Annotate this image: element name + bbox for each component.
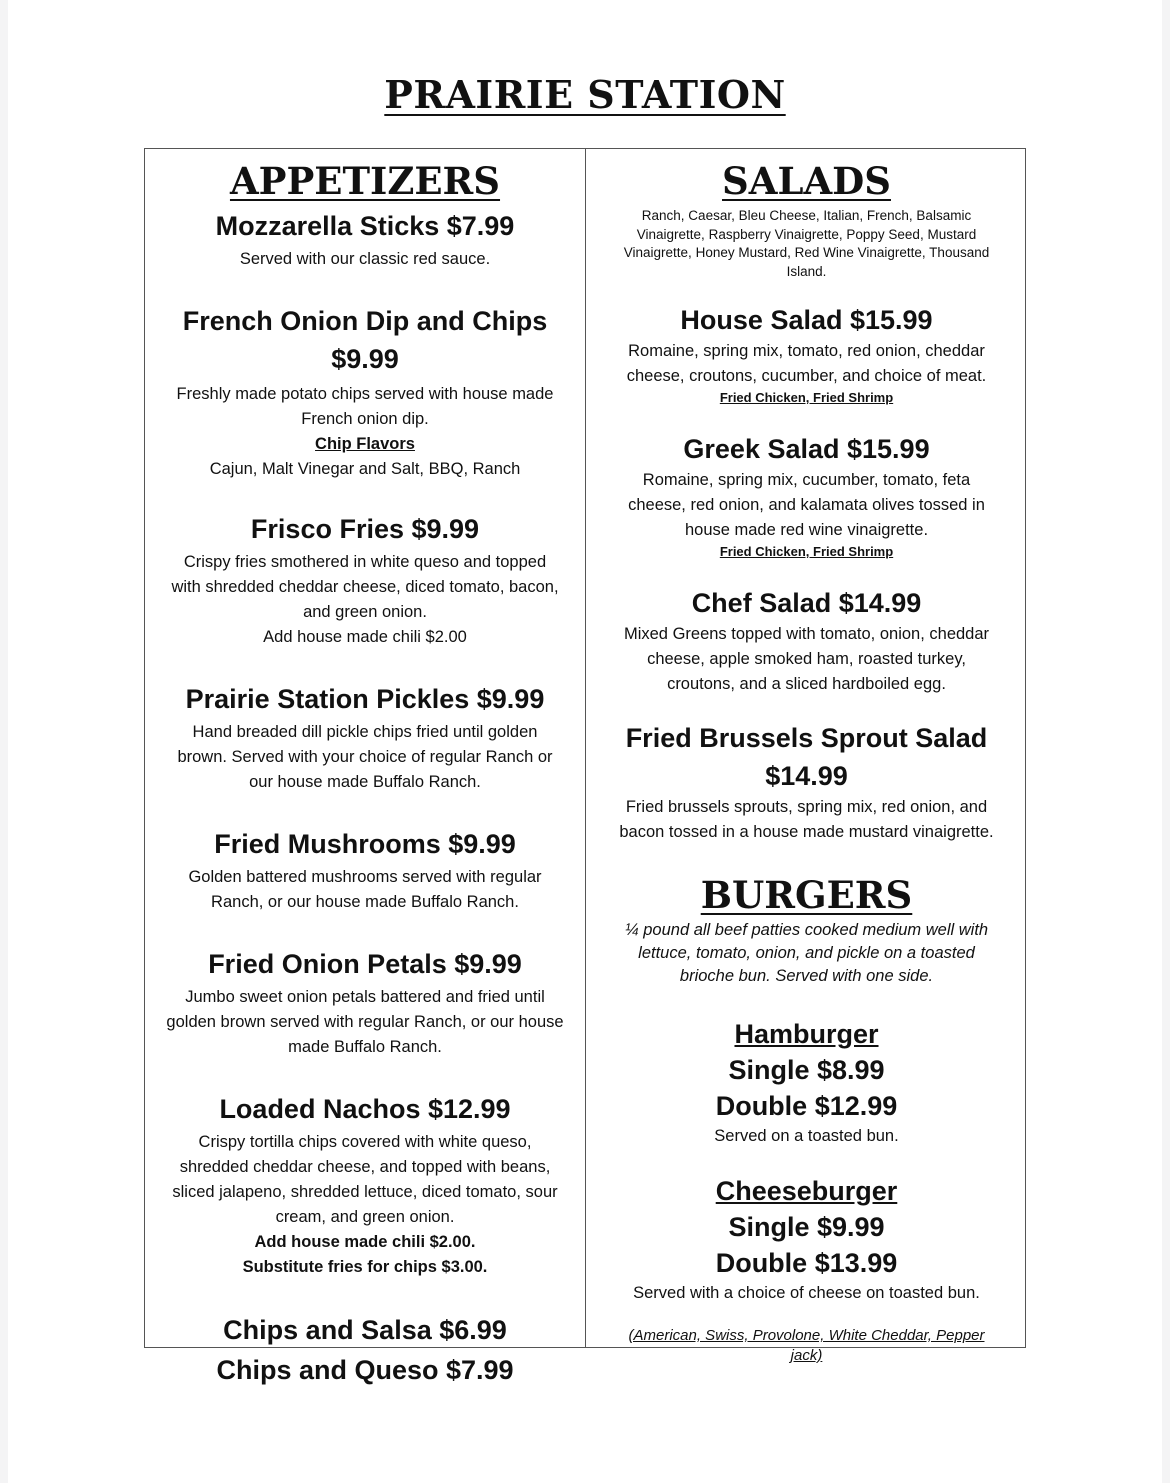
item-title: Chips and Salsa $6.99 (223, 1315, 507, 1345)
item-description: bacon tossed in a house made mustard vinaigrette. (619, 823, 994, 841)
chip-flavors-label: Chip Flavors (315, 435, 415, 453)
dressing-line: Vinaigrette, Honey Mustard, Red Wine Vinaigrette, Thousand (623, 245, 990, 260)
appetizers-column (145, 149, 586, 1385)
cheese-options: (American, Swiss, Provolone, White Cheddar, Pepper (628, 1327, 985, 1344)
item-description: house made red wine vinaigrette. (684, 521, 929, 539)
salads-heading: SALADS (722, 159, 891, 203)
dressing-list (610, 207, 1003, 281)
item-description: cream, and green onion. (275, 1208, 455, 1226)
item-title: Cheeseburger (715, 1176, 898, 1206)
menu-item-onion-petals (155, 945, 575, 1060)
item-price: $14.99 (765, 761, 848, 791)
menu-item-onion-dip (155, 302, 575, 482)
item-title: Chips and Queso $7.99 (216, 1355, 514, 1385)
item-title: Fried Mushrooms $9.99 (214, 829, 516, 859)
item-title: Prairie Station Pickles $9.99 (185, 684, 545, 714)
item-description: Hand breaded dill pickle chips fried until golden (192, 723, 538, 741)
item-addon: Add house made chili $2.00. (254, 1233, 476, 1251)
item-description: Crispy tortilla chips covered with white queso, (198, 1133, 532, 1151)
item-description: Golden battered mushrooms served with regular (188, 868, 542, 886)
item-description: shredded cheddar cheese, and topped with beans, (179, 1158, 551, 1176)
item-price-single: Single $9.99 (728, 1212, 885, 1242)
item-protein-options: Fried Chicken, Fried Shrimp (719, 390, 894, 405)
item-description: Served with a choice of cheese on toasted bun. (633, 1284, 980, 1302)
item-protein-options: Fried Chicken, Fried Shrimp (719, 544, 894, 559)
item-description: cheese, apple smoked ham, roasted turkey, (647, 650, 966, 668)
menu-item-cheeseburger (598, 1173, 1015, 1366)
dressing-line: Vinaigrette, Raspberry Vinaigrette, Poppy Seed, Mustard (636, 226, 977, 242)
item-addon: Add house made chili $2.00 (263, 628, 467, 646)
burgers-intro-line: ¼ pound all beef patties cooked medium well with (624, 921, 989, 939)
menu-item-nachos (155, 1090, 575, 1280)
item-description: Crispy fries smothered in white queso and topped (183, 553, 547, 571)
menu-item-pickles (155, 680, 575, 795)
restaurant-title (8, 72, 1162, 117)
item-title: Frisco Fries $9.99 (250, 514, 480, 544)
item-price-double: Double $13.99 (715, 1248, 898, 1278)
item-description: Served with our classic red sauce. (239, 250, 491, 268)
menu-item-frisco-fries (155, 510, 575, 650)
item-title: Mozzarella Sticks $7.99 (215, 211, 515, 241)
dressing-line: Ranch, Caesar, Bleu Cheese, Italian, French, Balsamic (641, 208, 972, 223)
item-addon: Substitute fries for chips $3.00. (242, 1258, 488, 1276)
menu-item-chef-salad (598, 584, 1015, 697)
item-description: Freshly made potato chips served with house made (176, 385, 554, 403)
menu-item-chips (155, 1310, 575, 1390)
menu-item-house-salad (598, 301, 1015, 406)
item-price-single: Single $8.99 (728, 1055, 885, 1085)
burgers-intro-line: brioche bun. Served with one side. (679, 967, 934, 985)
salads-burgers-column (586, 149, 1025, 1364)
item-price-double: Double $12.99 (715, 1091, 898, 1121)
item-title: Chef Salad $14.99 (691, 588, 922, 618)
menu-page (8, 0, 1162, 1483)
item-description: cheese, red onion, and kalamata olives tossed in (628, 496, 985, 514)
item-description: Fried brussels sprouts, spring mix, red onion, and (625, 798, 988, 816)
item-description: our house made Buffalo Ranch. (249, 773, 481, 791)
chip-flavors-list: Cajun, Malt Vinegar and Salt, BBQ, Ranch (209, 460, 521, 478)
item-description: Jumbo sweet onion petals battered and fried until (185, 988, 545, 1006)
menu-table (144, 148, 1026, 1385)
menu-item-brussels-salad (598, 719, 1015, 845)
appetizers-heading: APPETIZERS (229, 159, 501, 203)
dressing-line: Island. (786, 263, 827, 279)
item-description: with shredded cheddar cheese, diced tomato, bacon, (171, 578, 559, 596)
cheese-options: jack) (790, 1347, 823, 1364)
item-description: Mixed Greens topped with tomato, onion, cheddar (623, 625, 990, 643)
item-description: cheese, croutons, cucumber, and choice of meat. (626, 367, 987, 385)
item-price: $9.99 (331, 344, 399, 374)
item-description: Romaine, spring mix, tomato, red onion, cheddar (628, 342, 985, 360)
menu-item-mushrooms (155, 825, 575, 915)
restaurant-name: PRAIRIE STATION (384, 72, 786, 117)
menu-item-hamburger (598, 1016, 1015, 1149)
item-description: made Buffalo Ranch. (288, 1038, 442, 1056)
item-title: Hamburger (734, 1019, 879, 1049)
burgers-intro (598, 919, 1015, 988)
item-description: Romaine, spring mix, cucumber, tomato, feta (642, 471, 971, 489)
item-title: Fried Brussels Sprout Salad (625, 723, 988, 753)
burgers-intro-line: lettuce, tomato, onion, and pickle on a toasted (638, 944, 975, 962)
item-description: brown. Served with your choice of regular Ranch or (177, 748, 553, 766)
item-description: croutons, and a sliced hardboiled egg. (667, 675, 946, 693)
item-title: Greek Salad $15.99 (683, 434, 930, 464)
burgers-heading: BURGERS (700, 873, 913, 917)
menu-item-mozzarella (155, 207, 575, 272)
menu-item-greek-salad (598, 430, 1015, 560)
item-description: golden brown served with regular Ranch, or our house (166, 1013, 564, 1031)
item-description: Ranch, or our house made Buffalo Ranch. (211, 893, 519, 911)
item-title: Loaded Nachos $12.99 (219, 1094, 511, 1124)
item-title: Fried Onion Petals $9.99 (208, 949, 522, 979)
item-description: sliced jalapeno, shredded lettuce, diced tomato, sour (172, 1183, 558, 1201)
item-description: and green onion. (303, 603, 427, 621)
item-description: French onion dip. (301, 410, 429, 428)
item-description: Served on a toasted bun. (714, 1127, 899, 1145)
item-title: House Salad $15.99 (680, 305, 933, 335)
item-title: French Onion Dip and Chips (182, 306, 548, 336)
